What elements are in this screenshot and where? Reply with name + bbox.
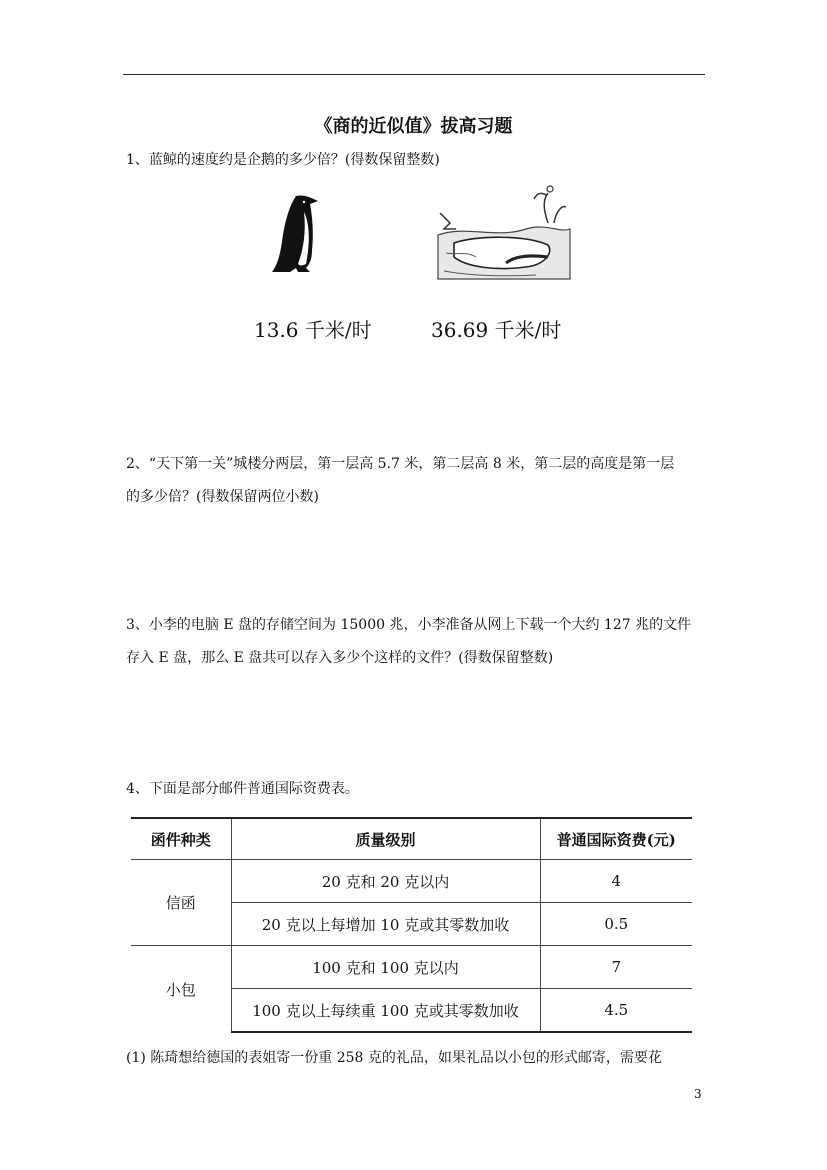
fee-cell: 0.5: [540, 903, 692, 946]
table-row: [131, 946, 692, 989]
weight-level-cell: 100 克和 100 克以内: [231, 946, 540, 989]
penguin-illustration: [266, 192, 326, 276]
header-fee: 普通国际资费(元): [540, 818, 692, 860]
mail-type-cell: 小包: [131, 946, 231, 1033]
question-2-line-2: 的多少倍？(得数保留两位小数): [126, 489, 319, 505]
header-rule: [123, 74, 705, 75]
question-4-intro: 4、下面是部分邮件普通国际资费表。: [126, 781, 359, 797]
fee-cell: 4.5: [540, 989, 692, 1033]
question-4-sub-1: (1) 陈琦想给德国的表姐寄一份重 258 克的礼品，如果礼品以小包的形式邮寄，需要花: [126, 1050, 662, 1066]
weight-level-cell: 20 克和 20 克以内: [231, 860, 540, 903]
weight-level-cell: 100 克以上每续重 100 克或其零数加收: [231, 989, 540, 1033]
postage-fee-table: [131, 817, 692, 1033]
question-3-line-2: 存入 E 盘，那么 E 盘共可以存入多少个这样的文件？(得数保留整数): [126, 650, 554, 666]
question-2-line-1: 2、“天下第一关”城楼分两层，第一层高 5.7 米，第二层高 8 米，第二层的高度是第一层: [126, 456, 675, 472]
header-weight-level: 质量级别: [231, 818, 540, 860]
weight-level-cell: 20 克以上每增加 10 克或其零数加收: [231, 903, 540, 946]
page-title: 《商的近似值》拔高习题: [314, 116, 513, 137]
fee-cell: 7: [540, 946, 692, 989]
fee-cell: 4: [540, 860, 692, 903]
mail-type-cell: 信函: [131, 860, 231, 946]
page-number: 3: [694, 1087, 702, 1101]
table-header-row: [131, 818, 692, 860]
table-row: [131, 860, 692, 903]
header-mail-type: 函件种类: [131, 818, 231, 860]
whale-speed-label: 36.69 千米/时: [431, 318, 562, 342]
whale-illustration: [436, 183, 572, 283]
penguin-speed-label: 13.6 千米/时: [254, 318, 372, 342]
question-3-line-1: 3、小李的电脑 E 盘的存储空间为 15000 兆，小李准备从网上下载一个大约 127 兆的文件: [126, 617, 692, 633]
question-1: 1、蓝鲸的速度约是企鹅的多少倍？(得数保留整数): [126, 152, 440, 168]
